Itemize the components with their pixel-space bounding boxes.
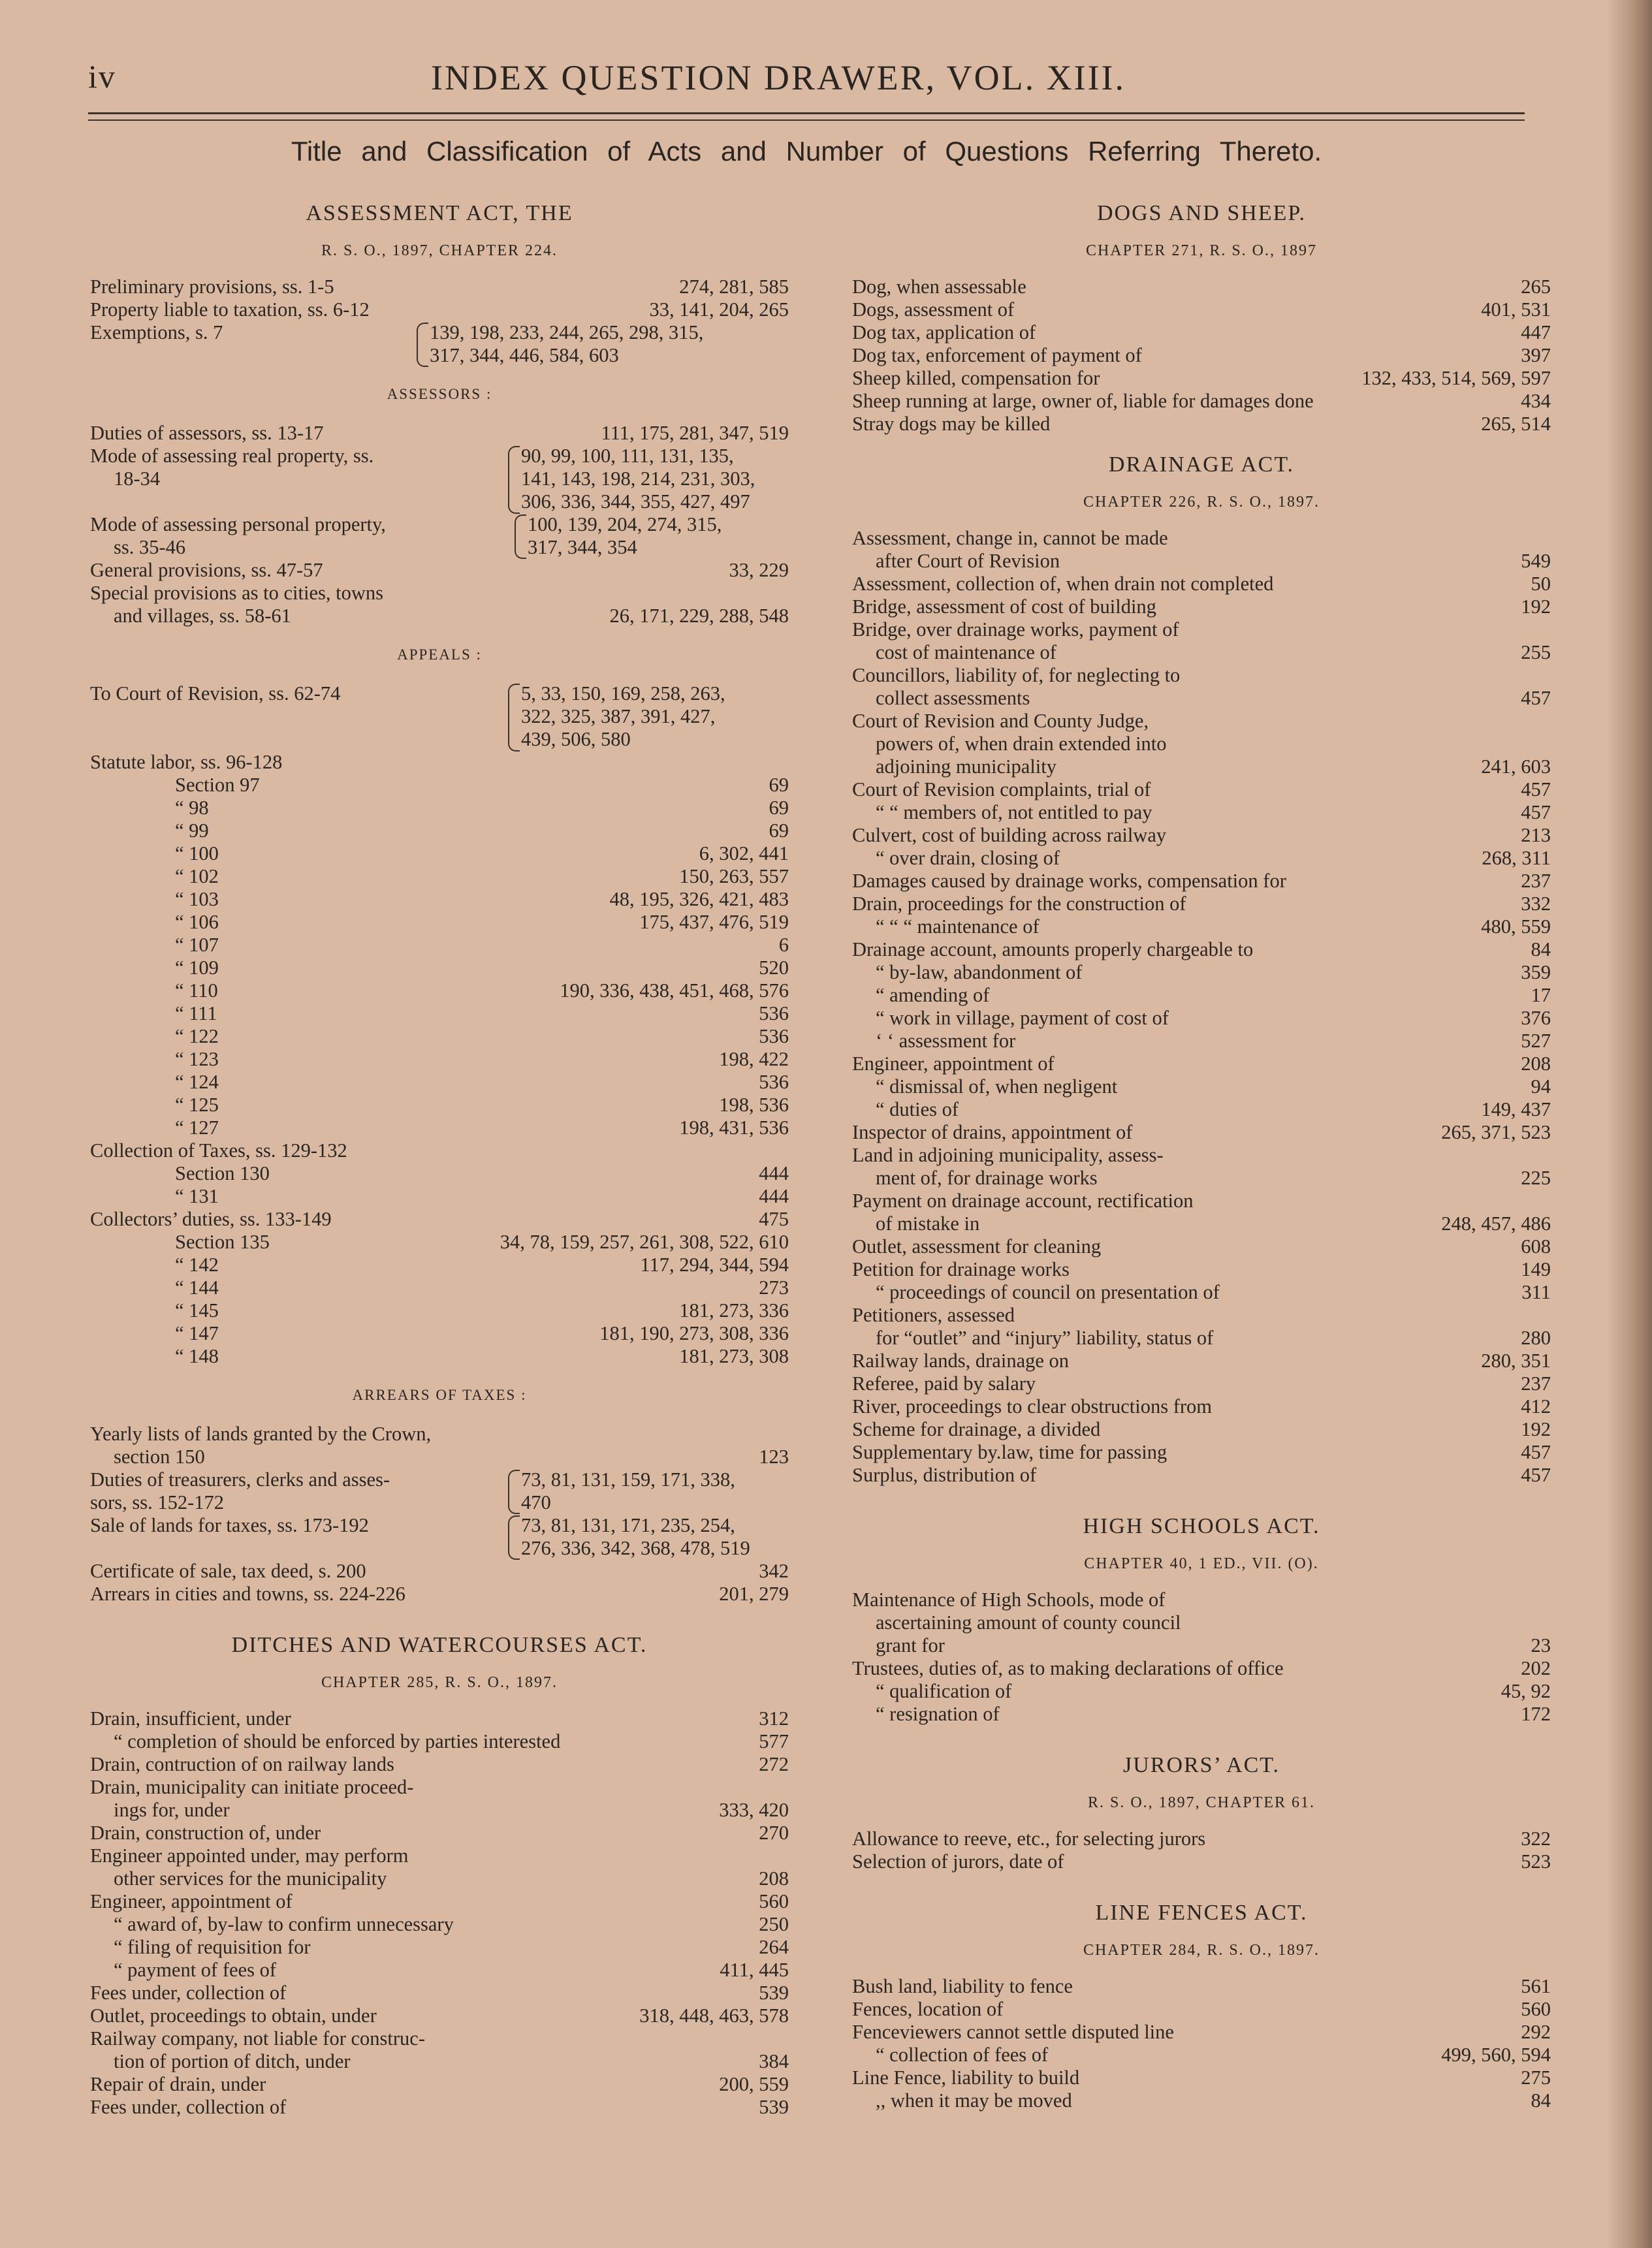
question-numbers: 198, 536 bbox=[716, 1094, 789, 1116]
question-numbers: 520 bbox=[756, 957, 789, 979]
question-numbers: 457 bbox=[1518, 801, 1551, 824]
highschools-entries bbox=[852, 1589, 1551, 1726]
index-entry: Bush land, liability to fence 561 bbox=[852, 1975, 1551, 1997]
question-numbers: 444 bbox=[756, 1162, 789, 1185]
chapter-assessment: R. S. O., 1897, CHAPTER 224. bbox=[321, 242, 558, 259]
index-entry: Maintenance of High Schools, mode of bbox=[852, 1589, 1166, 1611]
question-numbers: 411, 445 bbox=[717, 1959, 789, 1982]
question-numbers: 549 bbox=[1518, 550, 1551, 573]
index-entry: Section 135 34, 78, 159, 257, 261, 308, 522, 610 bbox=[175, 1231, 789, 1253]
brace bbox=[508, 1470, 520, 1514]
index-entry: Councillors, liability of, for neglecting to bbox=[852, 664, 1181, 686]
index-entry: and villages, ss. 58-61 26, 171, 229, 288, 548 bbox=[114, 605, 789, 627]
index-entry: Court of Revision complaints, trial of 457 bbox=[852, 778, 1551, 800]
index-entry: Stray dogs may be killed 265, 514 bbox=[852, 413, 1551, 435]
question-numbers: 270 bbox=[756, 1822, 789, 1844]
index-entry: “ 144 273 bbox=[175, 1276, 789, 1299]
index-entry: ascertaining amount of county council bbox=[876, 1611, 1181, 1634]
header-rule-bottom bbox=[88, 119, 1525, 121]
question-numbers: 6, 302, 441 bbox=[697, 842, 789, 865]
index-entry: Preliminary provisions, ss. 1-5 274, 281, 585 bbox=[90, 276, 789, 298]
index-entry: Fees under, collection of 539 bbox=[90, 1982, 789, 2004]
page-heading: Title and Classification of Acts and Number of Questions Referring Thereto. bbox=[291, 136, 1322, 166]
index-entry: Assessment, change in, cannot be made bbox=[852, 527, 1168, 549]
question-numbers: 499, 560, 594 bbox=[1438, 2044, 1551, 2066]
index-entry: Petitioners, assessed bbox=[852, 1304, 1015, 1326]
index-entry: Collection of Taxes, ss. 129-132 bbox=[90, 1139, 347, 1162]
index-entry: Damages caused by drainage works, compensation for 237 bbox=[852, 870, 1551, 892]
question-numbers: 149 bbox=[1518, 1258, 1551, 1281]
question-numbers: 34, 78, 159, 257, 261, 308, 522, 610 bbox=[498, 1231, 789, 1254]
question-numbers: 250 bbox=[756, 1913, 789, 1936]
index-entry: “ 100 6, 302, 441 bbox=[175, 842, 789, 864]
index-entry: “ filing of requisition for 264 bbox=[114, 1936, 789, 1958]
question-numbers: 268, 311 bbox=[1479, 847, 1551, 870]
index-entry: “ 147 181, 190, 273, 308, 336 bbox=[175, 1322, 789, 1344]
question-numbers: 241, 603 bbox=[1478, 755, 1551, 778]
question-numbers: 172 bbox=[1518, 1703, 1551, 1726]
index-entry: “ over drain, closing of 268, 311 bbox=[876, 847, 1551, 869]
index-entry: Repair of drain, under 200, 559 bbox=[90, 2073, 789, 2095]
question-numbers: 181, 273, 308 bbox=[676, 1345, 789, 1368]
index-entry: other services for the municipality 208 bbox=[114, 1867, 789, 1890]
question-numbers: 536 bbox=[756, 1002, 789, 1025]
index-entry: Duties of assessors, ss. 13-17 111, 175, 281, 347, 519 bbox=[90, 422, 789, 444]
index-entry: “ 125 198, 536 bbox=[175, 1094, 789, 1116]
index-entry: “ collection of fees of 499, 560, 594 bbox=[876, 2044, 1551, 2066]
index-entry: Inspector of drains, appointment of 265, 371, 523 bbox=[852, 1121, 1551, 1143]
index-entry: Section 130 444 bbox=[175, 1162, 789, 1184]
question-numbers: 311 bbox=[1519, 1281, 1551, 1304]
question-numbers: 272 bbox=[756, 1753, 789, 1776]
question-numbers: 198, 422 bbox=[716, 1048, 789, 1071]
question-numbers: 45, 92 bbox=[1499, 1680, 1551, 1703]
question-numbers: 444 bbox=[756, 1185, 789, 1208]
question-numbers: 84 bbox=[1529, 938, 1551, 961]
subhead-appeals: APPEALS : bbox=[397, 646, 482, 663]
act-title-jurors: JURORS’ ACT. bbox=[1122, 1753, 1280, 1777]
question-numbers: 608 bbox=[1518, 1235, 1551, 1258]
index-entry: “ resignation of 172 bbox=[876, 1703, 1551, 1725]
index-entry: Dogs, assessment of 401, 531 bbox=[852, 298, 1551, 321]
index-entry: Bridge, over drainage works, payment of bbox=[852, 618, 1179, 641]
index-entry: Dog, when assessable 265 bbox=[852, 276, 1551, 298]
index-entry: ‘ ‘ assessment for 527 bbox=[876, 1030, 1551, 1052]
index-entry: Bridge, assessment of cost of building 192 bbox=[852, 595, 1551, 618]
index-entry: Engineer, appointment of 560 bbox=[90, 1890, 789, 1912]
braced-entry: To Court of Revision, ss. 62-74 5, 33, 150, 169, 258, 263, 322, 325, 387, 391, 427, 439, 506, 580 bbox=[90, 682, 725, 750]
index-entry: Engineer appointed under, may perform bbox=[90, 1844, 409, 1867]
question-numbers: 539 bbox=[756, 2096, 789, 2119]
question-numbers: 523 bbox=[1518, 1850, 1551, 1873]
question-numbers: 561 bbox=[1518, 1975, 1551, 1998]
index-entry: Outlet, assessment for cleaning 608 bbox=[852, 1235, 1551, 1258]
index-entry: Culvert, cost of building across railway 213 bbox=[852, 824, 1551, 846]
question-numbers: 333, 420 bbox=[716, 1799, 789, 1822]
question-numbers: 527 bbox=[1518, 1030, 1551, 1053]
index-entry: Engineer, appointment of 208 bbox=[852, 1053, 1551, 1075]
question-numbers: 225 bbox=[1518, 1167, 1551, 1190]
index-entry: “ 111 536 bbox=[175, 1002, 789, 1024]
act-title-assessment: ASSESSMENT ACT, THE bbox=[306, 201, 573, 225]
question-numbers: 265, 371, 523 bbox=[1438, 1121, 1551, 1144]
question-numbers: 69 bbox=[767, 819, 789, 842]
question-numbers: 265, 514 bbox=[1478, 413, 1551, 435]
index-entry: “ 131 444 bbox=[175, 1185, 789, 1207]
question-numbers: 457 bbox=[1518, 778, 1551, 801]
index-entry: Payment on drainage account, rectification bbox=[852, 1190, 1194, 1212]
index-entry: Petition for drainage works 149 bbox=[852, 1258, 1551, 1280]
question-numbers: 359 bbox=[1518, 961, 1551, 984]
question-numbers: 94 bbox=[1529, 1075, 1551, 1098]
question-numbers: 401, 531 bbox=[1478, 298, 1551, 321]
question-numbers: 69 bbox=[767, 797, 789, 819]
question-numbers: 265 bbox=[1518, 276, 1551, 298]
index-entry: Referee, paid by salary 237 bbox=[852, 1372, 1551, 1395]
index-entry: “ duties of 149, 437 bbox=[876, 1098, 1551, 1120]
braced-entry: Duties of treasurers, clerks and asses- sors, ss. 152-172 73, 81, 131, 159, 171, 338, 470 bbox=[90, 1468, 735, 1513]
question-numbers: 434 bbox=[1518, 390, 1551, 413]
question-numbers: 23 bbox=[1529, 1634, 1551, 1657]
index-entry: Drain, insufficient, under 312 bbox=[90, 1707, 789, 1730]
question-numbers: 560 bbox=[756, 1890, 789, 1913]
index-entry: Drain, municipality can initiate proceed- bbox=[90, 1776, 414, 1798]
dogs-entries bbox=[852, 276, 1551, 435]
question-numbers: 560 bbox=[1518, 1998, 1551, 2021]
index-entry: ings for, under 333, 420 bbox=[114, 1799, 789, 1821]
act-title-dogs: DOGS AND SHEEP. bbox=[1097, 201, 1306, 225]
question-numbers: 175, 437, 476, 519 bbox=[637, 911, 789, 934]
index-entry: “ proceedings of council on presentation of 311 bbox=[876, 1281, 1551, 1303]
linefences-entries bbox=[852, 1975, 1551, 2112]
chapter-linefences: CHAPTER 284, R. S. O., 1897. bbox=[1083, 1942, 1320, 1959]
chapter-drainage: CHAPTER 226, R. S. O., 1897. bbox=[1083, 494, 1320, 511]
index-entry: Outlet, proceedings to obtain, under 318, 448, 463, 578 bbox=[90, 2004, 789, 2027]
chapter-ditches: CHAPTER 285, R. S. O., 1897. bbox=[321, 1674, 558, 1691]
index-entry: Line Fence, liability to build 275 bbox=[852, 2066, 1551, 2089]
index-entry: “ payment of fees of 411, 445 bbox=[114, 1959, 789, 1981]
index-entry: Drain, proceedings for the construction of 332 bbox=[852, 893, 1551, 915]
index-entry: Dog tax, enforcement of payment of 397 bbox=[852, 344, 1551, 366]
chapter-dogs: CHAPTER 271, R. S. O., 1897 bbox=[1085, 242, 1318, 259]
index-entry: Drainage account, amounts properly chargeable to 84 bbox=[852, 938, 1551, 960]
question-numbers: 248, 457, 486 bbox=[1438, 1212, 1551, 1235]
ditches-entries bbox=[90, 1707, 789, 2119]
chapter-jurors: R. S. O., 1897, CHAPTER 61. bbox=[1087, 1794, 1316, 1811]
index-entry: “ 122 536 bbox=[175, 1025, 789, 1047]
question-numbers: 202 bbox=[1518, 1657, 1551, 1680]
brace bbox=[508, 684, 520, 752]
index-entry: “ 107 6 bbox=[175, 934, 789, 956]
index-entry: Trustees, duties of, as to making declarations of office 202 bbox=[852, 1657, 1551, 1679]
brace bbox=[508, 1515, 520, 1560]
question-numbers: 50 bbox=[1529, 573, 1551, 595]
question-numbers: 536 bbox=[756, 1025, 789, 1048]
index-entry: ,, when it may be moved 84 bbox=[876, 2089, 1551, 2112]
index-entry: Dog tax, application of 447 bbox=[852, 321, 1551, 343]
question-numbers: 150, 263, 557 bbox=[676, 865, 789, 888]
index-entry: Sheep killed, compensation for 132, 433, 514, 569, 597 bbox=[852, 367, 1551, 389]
index-entry: “ 103 48, 195, 326, 421, 483 bbox=[175, 888, 789, 910]
header-rule-top bbox=[88, 112, 1525, 114]
index-entry: Railway lands, drainage on 280, 351 bbox=[852, 1350, 1551, 1372]
subhead-assessors: ASSESSORS : bbox=[387, 386, 492, 402]
index-entry: “ qualification of 45, 92 bbox=[876, 1680, 1551, 1702]
index-entry: Certificate of sale, tax deed, s. 200 342 bbox=[90, 1560, 789, 1582]
question-numbers: 332 bbox=[1518, 893, 1551, 915]
question-numbers: 69 bbox=[767, 774, 789, 797]
braced-entry: Mode of assessing personal property, ss. 35-46 100, 139, 204, 274, 315, 317, 344, 354 bbox=[90, 513, 722, 558]
index-entry: Court of Revision and County Judge, bbox=[852, 710, 1149, 732]
chapter-highschools: CHAPTER 40, 1 ED., VII. (O). bbox=[1084, 1555, 1319, 1572]
index-entry: Supplementary by.law, time for passing 457 bbox=[852, 1441, 1551, 1463]
act-title-drainage: DRAINAGE ACT. bbox=[1108, 452, 1295, 477]
question-numbers: 457 bbox=[1518, 1441, 1551, 1464]
index-entry: Fences, location of 560 bbox=[852, 1998, 1551, 2020]
index-entry: “ completion of should be enforced by parties interested 577 bbox=[114, 1730, 789, 1752]
page-number: iv bbox=[88, 58, 116, 95]
index-entry: after Court of Revision 549 bbox=[876, 550, 1551, 572]
index-entry: tion of portion of ditch, under 384 bbox=[114, 2050, 789, 2072]
question-numbers: 447 bbox=[1518, 321, 1551, 344]
braced-entry: Sale of lands for taxes, ss. 173-192 73, 81, 131, 171, 235, 254, 276, 336, 342, 368, 478, 519 bbox=[90, 1514, 750, 1559]
braced-entry: Exemptions, s. 7 139, 198, 233, 244, 265, 298, 315, 317, 344, 446, 584, 603 bbox=[90, 321, 704, 366]
question-numbers: 312 bbox=[756, 1707, 789, 1730]
index-entry: “ dismissal of, when negligent 94 bbox=[876, 1075, 1551, 1098]
index-entry: Special provisions as to cities, towns bbox=[90, 582, 383, 604]
index-entry: “ by-law, abandonment of 359 bbox=[876, 961, 1551, 983]
question-numbers: 264 bbox=[756, 1936, 789, 1959]
collectors-sections bbox=[90, 1231, 789, 1368]
act-title-linefences: LINE FENCES ACT. bbox=[1095, 1901, 1308, 1925]
question-numbers: 208 bbox=[1518, 1053, 1551, 1075]
question-numbers: 397 bbox=[1518, 344, 1551, 367]
question-numbers: 539 bbox=[756, 1982, 789, 2004]
brace bbox=[508, 446, 520, 514]
question-numbers: 208 bbox=[756, 1867, 789, 1890]
question-numbers: 384 bbox=[756, 2050, 789, 2073]
index-entry: Scheme for drainage, a divided 192 bbox=[852, 1418, 1551, 1440]
question-numbers: 412 bbox=[1518, 1395, 1551, 1418]
page-header bbox=[88, 57, 1525, 103]
index-entry: powers of, when drain extended into bbox=[876, 733, 1167, 755]
index-entry: “ work in village, payment of cost of 376 bbox=[876, 1007, 1551, 1029]
index-entry: Selection of jurors, date of 523 bbox=[852, 1850, 1551, 1873]
question-numbers: 237 bbox=[1518, 1372, 1551, 1395]
index-entry: “ 148 181, 273, 308 bbox=[175, 1345, 789, 1367]
question-numbers: 275 bbox=[1518, 2066, 1551, 2089]
index-entry: collect assessments 457 bbox=[876, 687, 1551, 709]
question-numbers: 181, 273, 336 bbox=[676, 1299, 789, 1322]
question-numbers: 117, 294, 344, 594 bbox=[637, 1254, 789, 1276]
index-entry: Drain, contruction of on railway lands 272 bbox=[90, 1753, 789, 1775]
question-numbers: 192 bbox=[1518, 1418, 1551, 1441]
index-entry: Allowance to reeve, etc., for selecting jurors 322 bbox=[852, 1828, 1551, 1850]
question-numbers: 480, 559 bbox=[1478, 915, 1551, 938]
index-entry: “ amending of 17 bbox=[876, 984, 1551, 1006]
index-entry: Surplus, distribution of 457 bbox=[852, 1464, 1551, 1486]
index-entry: “ 142 117, 294, 344, 594 bbox=[175, 1254, 789, 1276]
question-numbers: 198, 431, 536 bbox=[676, 1116, 789, 1139]
question-numbers: 255 bbox=[1518, 641, 1551, 664]
question-numbers: 273 bbox=[756, 1276, 789, 1299]
question-numbers: 190, 336, 438, 451, 468, 576 bbox=[557, 979, 789, 1002]
question-numbers: 322 bbox=[1518, 1828, 1551, 1850]
running-title: INDEX QUESTION DRAWER, VOL. XIII. bbox=[431, 58, 1126, 97]
index-entry: Sheep running at large, owner of, liable for damages done 434 bbox=[852, 390, 1551, 412]
drainage-entries bbox=[852, 527, 1551, 1487]
index-entry: Fenceviewers cannot settle disputed line 292 bbox=[852, 2021, 1551, 2043]
question-numbers: 457 bbox=[1518, 687, 1551, 710]
index-entry: cost of maintenance of 255 bbox=[876, 641, 1551, 663]
brace bbox=[515, 515, 526, 559]
question-numbers: 318, 448, 463, 578 bbox=[637, 2004, 789, 2027]
question-numbers: 17 bbox=[1529, 984, 1551, 1007]
question-numbers: 48, 195, 326, 421, 483 bbox=[607, 888, 789, 911]
index-entry: adjoining municipality 241, 603 bbox=[876, 755, 1551, 778]
question-numbers: 536 bbox=[756, 1071, 789, 1094]
index-entry: “ award of, by-law to confirm unnecessary 250 bbox=[114, 1913, 789, 1935]
index-entry: for “outlet” and “injury” liability, status of 280 bbox=[876, 1327, 1551, 1349]
question-numbers: 84 bbox=[1529, 2089, 1551, 2112]
question-numbers: 6 bbox=[776, 934, 789, 957]
index-entry: “ 109 520 bbox=[175, 957, 789, 979]
question-numbers: 280 bbox=[1518, 1327, 1551, 1350]
question-numbers: 213 bbox=[1518, 824, 1551, 847]
index-entry: Yearly lists of lands granted by the Crown, bbox=[90, 1423, 432, 1445]
brace bbox=[417, 323, 428, 367]
index-entry: Railway company, not liable for construc- bbox=[90, 2027, 425, 2050]
question-numbers: 237 bbox=[1518, 870, 1551, 893]
index-entry: “ 127 198, 431, 536 bbox=[175, 1116, 789, 1139]
act-title-highschools: HIGH SCHOOLS ACT. bbox=[1083, 1514, 1320, 1538]
index-entry: “ “ members of, not entitled to pay 457 bbox=[876, 801, 1551, 823]
index-entry: “ “ “ maintenance of 480, 559 bbox=[876, 915, 1551, 938]
index-entry: “ 145 181, 273, 336 bbox=[175, 1299, 789, 1322]
index-entry: Land in adjoining municipality, assess- bbox=[852, 1144, 1164, 1166]
collection-sections bbox=[90, 1162, 789, 1208]
index-entry: “ 124 536 bbox=[175, 1071, 789, 1093]
index-entry: “ 106 175, 437, 476, 519 bbox=[175, 911, 789, 933]
index-entry: ment of, for drainage works 225 bbox=[876, 1167, 1551, 1189]
jurors-entries bbox=[852, 1828, 1551, 1873]
index-entry: section 150 123 bbox=[114, 1446, 789, 1468]
braced-entry: Mode of assessing real property, ss. 18-34 90, 99, 100, 111, 131, 135, 141, 143, 198, 214, 231, 303, 306, 336, 344, 355, 427, 497 bbox=[90, 445, 755, 513]
index-entry: Fees under, collection of 539 bbox=[90, 2096, 789, 2118]
index-entry: Section 97 69 bbox=[175, 774, 789, 796]
index-entry: grant for 23 bbox=[876, 1634, 1551, 1656]
right-column bbox=[852, 196, 1551, 2112]
index-entry: Statute labor, ss. 96-128 bbox=[90, 751, 283, 773]
question-numbers: 132, 433, 514, 569, 597 bbox=[1359, 367, 1551, 390]
index-entry: “ 123 198, 422 bbox=[175, 1048, 789, 1070]
index-entry: Property liable to taxation, ss. 6-12 33, 141, 204, 265 bbox=[90, 298, 789, 321]
question-numbers: 181, 190, 273, 308, 336 bbox=[597, 1322, 789, 1345]
question-numbers: 457 bbox=[1518, 1464, 1551, 1487]
index-entry: “ 99 69 bbox=[175, 819, 789, 842]
index-entry: Drain, construction of, under 270 bbox=[90, 1822, 789, 1844]
index-entry: River, proceedings to clear obstructions from 412 bbox=[852, 1395, 1551, 1417]
index-entry: General provisions, ss. 47-57 33, 229 bbox=[90, 559, 789, 581]
subhead-arrears: ARREARS OF TAXES : bbox=[352, 1387, 527, 1403]
question-numbers: 149, 437 bbox=[1478, 1098, 1551, 1121]
left-column bbox=[90, 196, 789, 2119]
question-numbers: 200, 559 bbox=[716, 2073, 789, 2096]
index-entry: Assessment, collection of, when drain not completed 50 bbox=[852, 573, 1551, 595]
act-title-ditches: DITCHES AND WATERCOURSES ACT. bbox=[231, 1633, 648, 1657]
question-numbers: 376 bbox=[1518, 1007, 1551, 1030]
question-numbers: 280, 351 bbox=[1478, 1350, 1551, 1372]
statute-labor-sections bbox=[90, 774, 789, 1139]
question-numbers: 577 bbox=[756, 1730, 789, 1753]
index-entry: “ 102 150, 263, 557 bbox=[175, 865, 789, 887]
index-entry: Arrears in cities and towns, ss. 224-226 201, 279 bbox=[90, 1583, 789, 1605]
index-entry: “ 98 69 bbox=[175, 797, 789, 819]
index-entry: of mistake in 248, 457, 486 bbox=[876, 1212, 1551, 1235]
index-entry: Collectors’ duties, ss. 133-149 475 bbox=[90, 1208, 789, 1230]
page-edge-shadow bbox=[1606, 0, 1652, 2248]
question-numbers: 192 bbox=[1518, 595, 1551, 618]
index-entry: “ 110 190, 336, 438, 451, 468, 576 bbox=[175, 979, 789, 1002]
question-numbers: 292 bbox=[1518, 2021, 1551, 2044]
